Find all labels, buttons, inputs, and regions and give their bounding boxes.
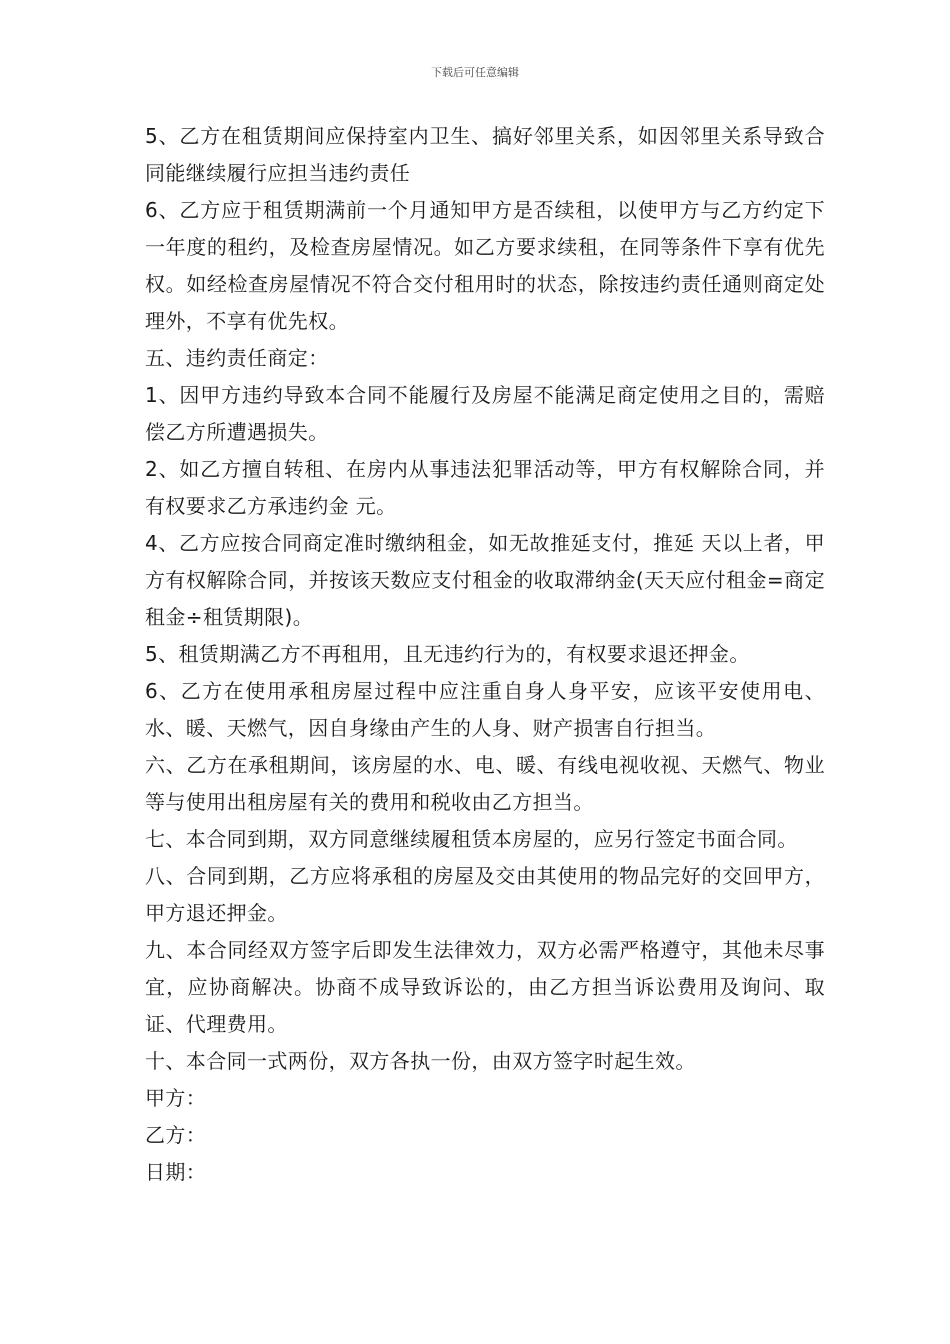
breach-clause-2: 2、如乙方擅自转租、在房内从事违法犯罪活动等，甲方有权解除合同，并有权要求乙方承违约金 元。 <box>145 457 825 518</box>
section-5-heading: 五、违约责任商定： <box>145 346 329 370</box>
breach-clause-1: 1、因甲方违约导致本合同不能履行及房屋不能满足商定使用之目的，需赔偿乙方所遭遇损失。 <box>145 383 825 444</box>
document-body <box>145 118 825 1191</box>
breach-clause-5: 5、租赁期满乙方不再租用，且无违约行为的，有权要求退还押金。 <box>145 642 750 666</box>
section-6-fees: 六、乙方在承租期间，该房屋的水、电、暖、有线电视收视、天燃气、物业等与使用出租房屋有关的费用和税收由乙方担当。 <box>145 753 825 814</box>
breach-clause-6: 6、乙方在使用承租房屋过程中应注重自身人身平安，应该平安使用电、水、暖、天燃气，因自身缘由产生的人身、财产损害自行担当。 <box>145 679 825 740</box>
party-b-signature-line: 乙方： <box>145 1123 207 1147</box>
section-8-return: 八、合同到期，乙方应将承租的房屋及交由其使用的物品完好的交回甲方，甲方退还押金。 <box>145 864 825 925</box>
page-header: 下载后可任意编辑 <box>431 66 519 79</box>
section-10-copies: 十、本合同一式两份，双方各执一份，由双方签字时起生效。 <box>145 1049 696 1073</box>
party-a-signature-line: 甲方： <box>145 1086 207 1110</box>
section-9-legal-effect: 九、本合同经双方签字后即发生法律效力，双方必需严格遵守，其他未尽事宜，应协商解决。协商不成导致诉讼的，由乙方担当诉讼费用及询问、取证、代理费用。 <box>145 938 825 1036</box>
clause-6-renewal: 6、乙方应于租赁期满前一个月通知甲方是否续租，以使甲方与乙方约定下一年度的租约，及检查房屋情况。如乙方要求续租，在同等条件下享有优先权。如经检查房屋情况不符合交付租用时的状态，除按违约责任通则商定处理外，不享有优先权。 <box>145 198 825 333</box>
section-7-renewal-contract: 七、本合同到期，双方同意继续履租赁本房屋的，应另行签定书面合同。 <box>145 827 798 851</box>
breach-clause-4: 4、乙方应按合同商定准时缴纳租金，如无故推延支付，推延 天以上者，甲方有权解除合同，并按该天数应支付租金的收取滞纳金(天天应付租金=商定租金÷租赁期限)。 <box>145 531 825 629</box>
date-line: 日期： <box>145 1160 207 1184</box>
clause-5-hygiene: 5、乙方在租赁期间应保持室内卫生、搞好邻里关系，如因邻里关系导致合同能继续履行应担当违约责任 <box>145 124 825 185</box>
